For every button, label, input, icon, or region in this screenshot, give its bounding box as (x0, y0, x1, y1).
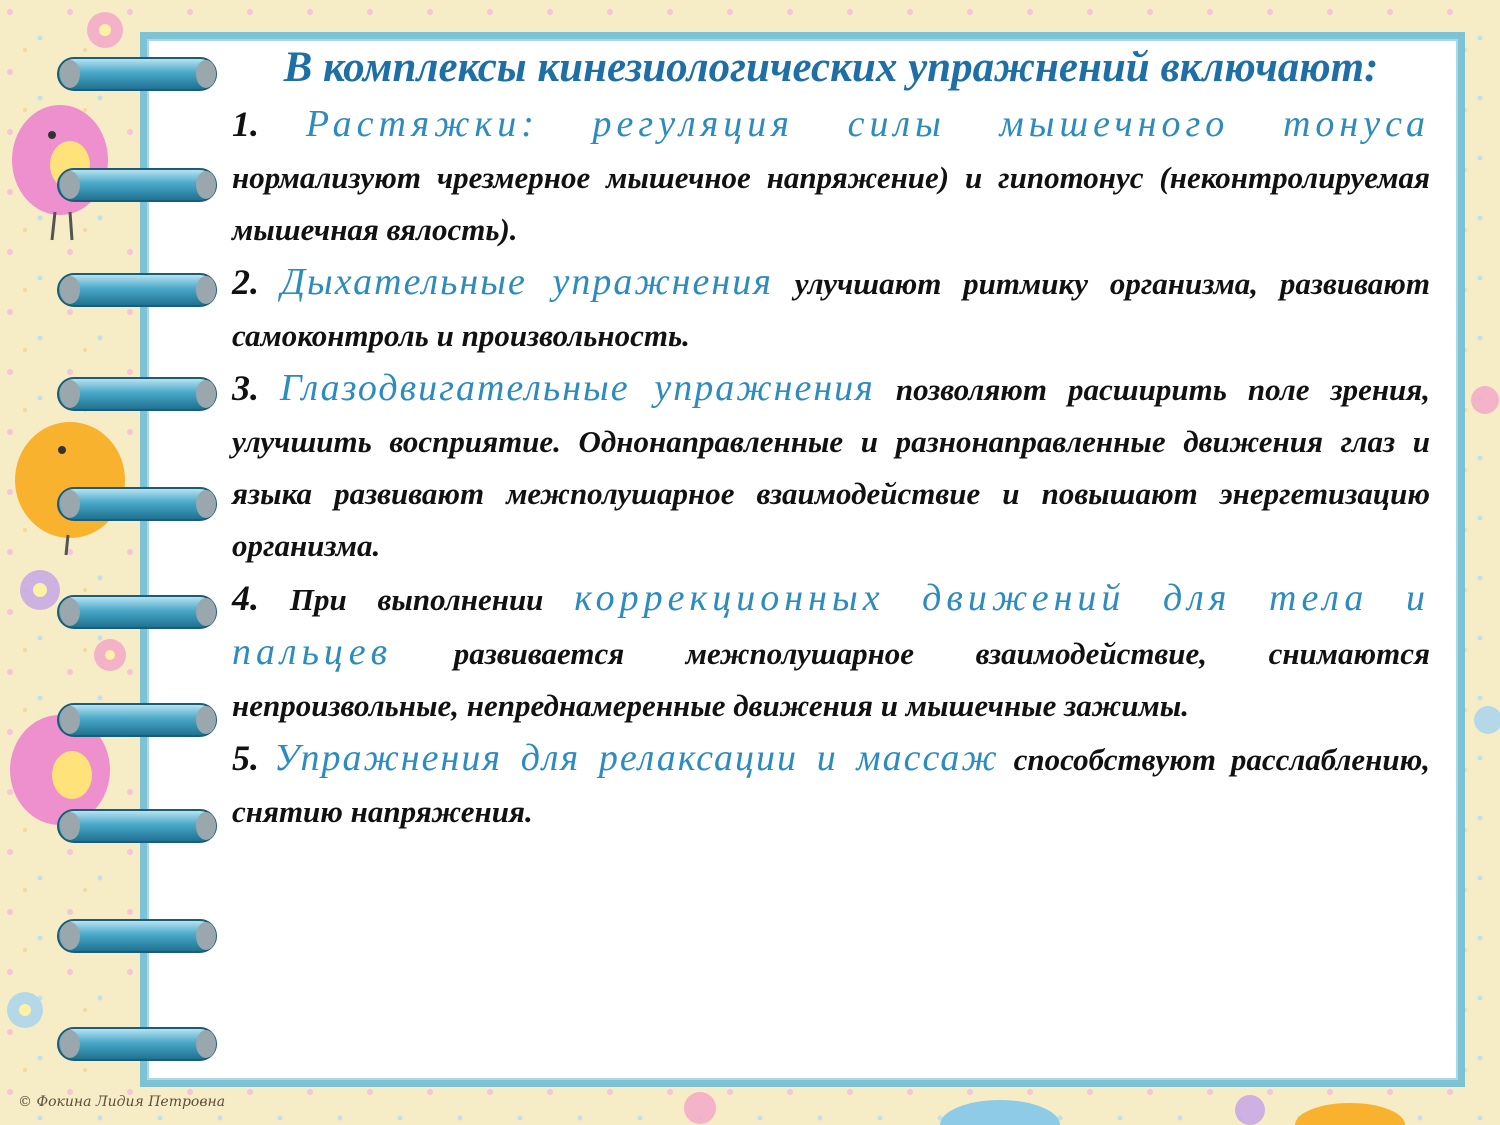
binding-ring (58, 169, 216, 201)
item-highlight: Упражнения для релаксации и массаж (273, 737, 999, 779)
item-highlight: Растяжки: регуляция силы мышечного тонуса (305, 103, 1430, 145)
item-prefix: При выполнении (289, 582, 544, 617)
item-body: развивается межполушарное взаимодействие, снимаются непроизвольные, непреднамеренные движения и мышечные зажимы. (232, 636, 1430, 723)
binding-ring (58, 920, 216, 952)
author-signature: © Фокина Лидия Петровна (18, 1094, 226, 1110)
item-body: нормализуют чрезмерное мышечное напряжение) и гипотонус (неконтролируемая мышечная вялость). (232, 160, 1430, 247)
list-item (232, 572, 1430, 732)
page-title: В комплексы кинезиологических упражнений включают: (283, 44, 1379, 91)
spiral-binding (50, 40, 225, 1080)
binding-ring (58, 704, 216, 736)
list-item (232, 256, 1430, 362)
item-number: 2. (232, 262, 259, 302)
binding-ring (58, 274, 216, 306)
item-highlight: коррекционных движений для тела и пальцев (232, 577, 1431, 673)
list-item (232, 98, 1430, 256)
item-body: улучшают ритмику организма, развивают самоконтроль и произвольность. (232, 266, 1430, 353)
list-item (232, 732, 1430, 838)
binding-ring (58, 378, 216, 410)
slide-content (232, 40, 1430, 838)
binding-ring (58, 488, 216, 520)
item-highlight: Дыхательные упражнения (280, 261, 773, 303)
item-body: способствуют расслаблению, снятию напряжения. (232, 742, 1431, 829)
item-number: 4. (232, 578, 259, 618)
binding-ring (58, 1028, 216, 1060)
item-highlight: Глазодвигательные упражнения (279, 367, 875, 409)
item-number: 1. (232, 104, 259, 144)
list-item (232, 362, 1430, 572)
item-body: позволяют расширить поле зрения, улучшить восприятие. Однонаправленные и разнонаправленные движения глаз и языка развивают межполушарное взаимодействие и повышают энергетизацию организма. (232, 372, 1430, 563)
binding-ring (58, 596, 216, 628)
binding-ring (58, 58, 216, 90)
binding-ring (58, 810, 216, 842)
item-number: 5. (232, 738, 259, 778)
item-number: 3. (232, 368, 259, 408)
